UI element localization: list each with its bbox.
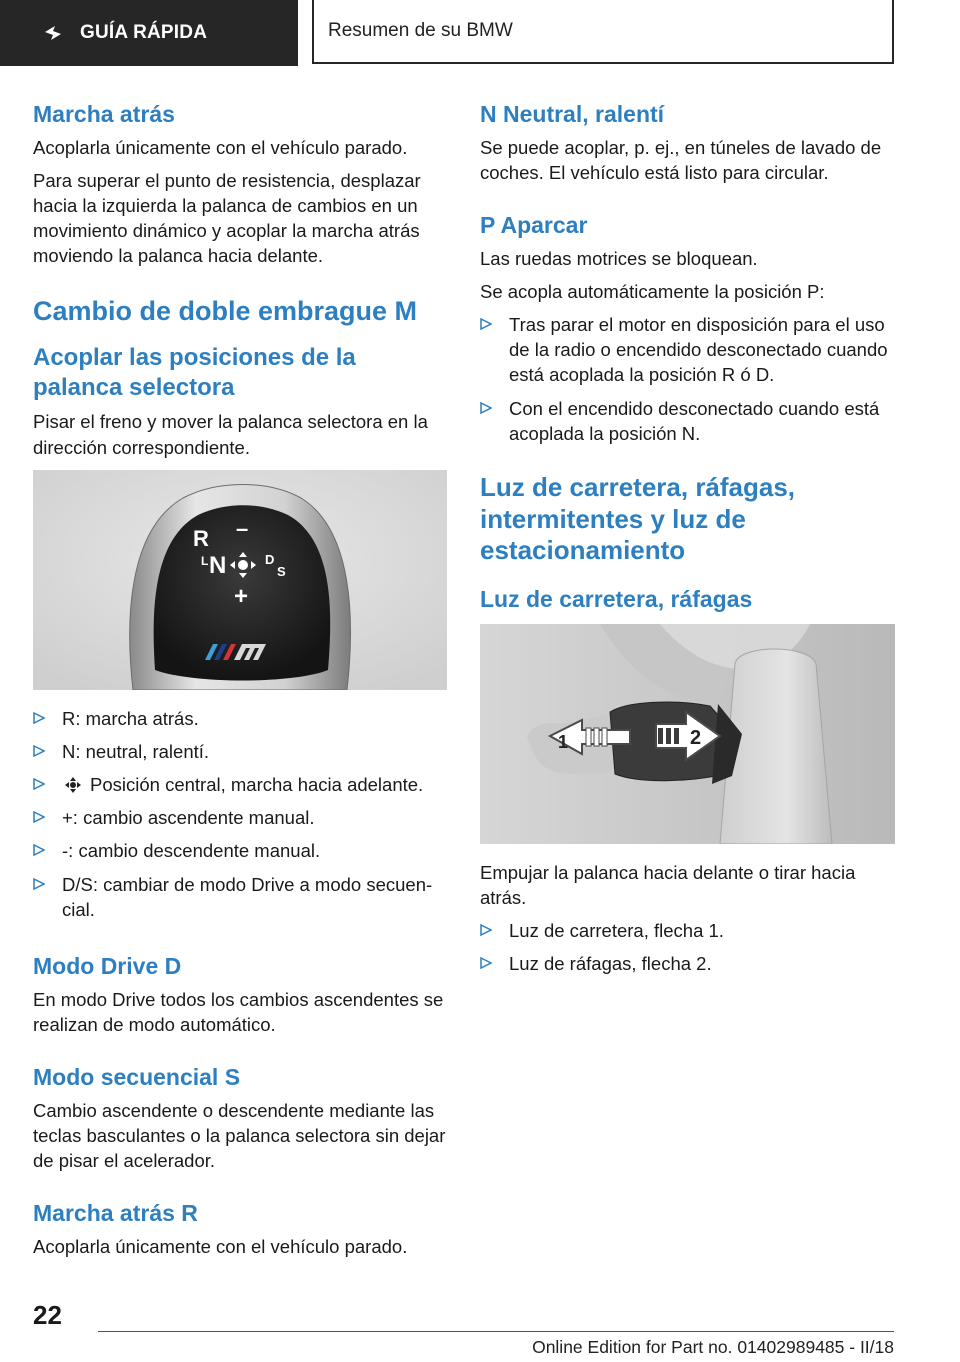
list-item: Con el encendido desconectado cuando está acoplada la posición N. — [480, 396, 896, 446]
triangle-bullet-icon — [480, 957, 492, 969]
paragraph: En modo Drive todos los cambios ascendentes se realizan de modo automático. — [33, 988, 444, 1035]
list-item: Tras parar el motor en disposición para el uso de la radio o encendido desconectado cuando está acoplada la posición R ó D. — [480, 312, 896, 387]
list-item: +: cambio ascendente manual. — [33, 805, 449, 830]
arrow-label-1: 1 — [558, 731, 569, 752]
list-item: -: cambio descendente manual. — [33, 838, 449, 863]
paragraph: Acoplarla únicamente con el vehículo parado. — [33, 136, 408, 158]
heading-cambio-doble-embrague: Cambio de doble embrague M — [33, 295, 418, 326]
paragraph: Cambio ascendente o descendente mediante las teclas basculantes o la palanca selectora sin dejar de pisar el acelerador. — [33, 1099, 446, 1171]
left-column — [33, 100, 449, 1267]
list-item: Posición central, marcha hacia adelante. — [33, 772, 449, 797]
triangle-bullet-icon — [33, 712, 45, 724]
footer-divider — [98, 1331, 894, 1332]
page-number: 22 — [33, 1300, 62, 1330]
heading-neutral: N Neutral, ralentí — [480, 101, 665, 127]
selector-d: D — [265, 551, 275, 567]
triangle-bullet-icon — [33, 745, 45, 757]
triangle-bullet-icon — [480, 402, 492, 414]
heading-acoplar-posiciones: Acoplar las posiciones de la palanca selectora — [33, 344, 356, 402]
center-position-icon — [64, 776, 82, 794]
heading-marcha-atras: Marcha atrás — [33, 101, 175, 127]
list-item: R: marcha atrás. — [33, 706, 449, 731]
triangle-bullet-icon — [33, 811, 45, 823]
heading-luces: Luz de carretera, ráfagas, intermitentes y luz de estacionamiento — [480, 471, 796, 566]
arrow-label-2: 2 — [690, 726, 702, 749]
footer-edition: Online Edition for Part no. 01402989485 - II/18 — [532, 1337, 894, 1357]
selector-list — [33, 706, 449, 922]
right-column — [480, 100, 896, 984]
selector-r: R — [193, 525, 209, 551]
gear-selector-image — [33, 470, 447, 690]
list-item: D/S: cambiar de modo Drive a modo secuencial. — [33, 872, 449, 922]
park-list — [480, 312, 896, 446]
heading-modo-secuencial: Modo secuencial S — [33, 1063, 241, 1090]
section-label: GUÍA RÁPIDA — [80, 22, 208, 43]
list-item: Luz de ráfagas, flecha 2. — [480, 951, 896, 976]
selector-minus: – — [236, 515, 249, 541]
heading-marcha-atras-r: Marcha atrás R — [33, 1200, 198, 1227]
selector-n: N — [209, 551, 227, 579]
highbeam-list — [480, 918, 896, 976]
triangle-bullet-icon — [33, 878, 45, 890]
selector-plus: + — [234, 582, 249, 610]
triangle-bullet-icon — [480, 924, 492, 936]
heading-modo-drive: Modo Drive D — [33, 952, 182, 979]
header-title-box — [312, 0, 894, 64]
header-section-tab — [0, 0, 298, 66]
paragraph: Empujar la palanca hacia delante o tirar hacia atrás. — [480, 861, 856, 908]
paragraph: Pisar el freno y mover la palanca selectora en la dirección correspondiente. — [33, 411, 428, 458]
selector-s: S — [277, 563, 286, 579]
paragraph: Las ruedas motrices se bloquean. — [480, 247, 758, 269]
light-stalk-image — [480, 624, 895, 844]
page-title: Resumen de su BMW — [328, 20, 513, 41]
heading-luz-carretera: Luz de carretera, ráfagas — [480, 586, 753, 613]
paragraph: Acoplarla únicamente con el vehículo parado. — [33, 1235, 408, 1257]
paragraph: Se acopla automáticamente la posición P: — [480, 280, 825, 302]
paragraph: Se puede acoplar, p. ej., en túneles de lavado de coches. El vehículo está listo para circular. — [480, 136, 882, 183]
list-item: N: neutral, ralentí. — [33, 739, 449, 764]
triangle-bullet-icon — [480, 318, 492, 330]
triangle-bullet-icon — [33, 844, 45, 856]
selector-l: L — [201, 553, 209, 568]
heading-aparcar: P Aparcar — [480, 212, 588, 239]
list-item: Luz de carretera, flecha 1. — [480, 918, 896, 943]
paragraph: Para superar el punto de resistencia, desplazar hacia la izquierda la palanca de cambios en un movimiento dinámico y acoplar la marcha atrás moviendo la palanca hacia delante. — [33, 169, 421, 267]
quick-guide-icon — [42, 21, 66, 45]
triangle-bullet-icon — [33, 778, 45, 790]
